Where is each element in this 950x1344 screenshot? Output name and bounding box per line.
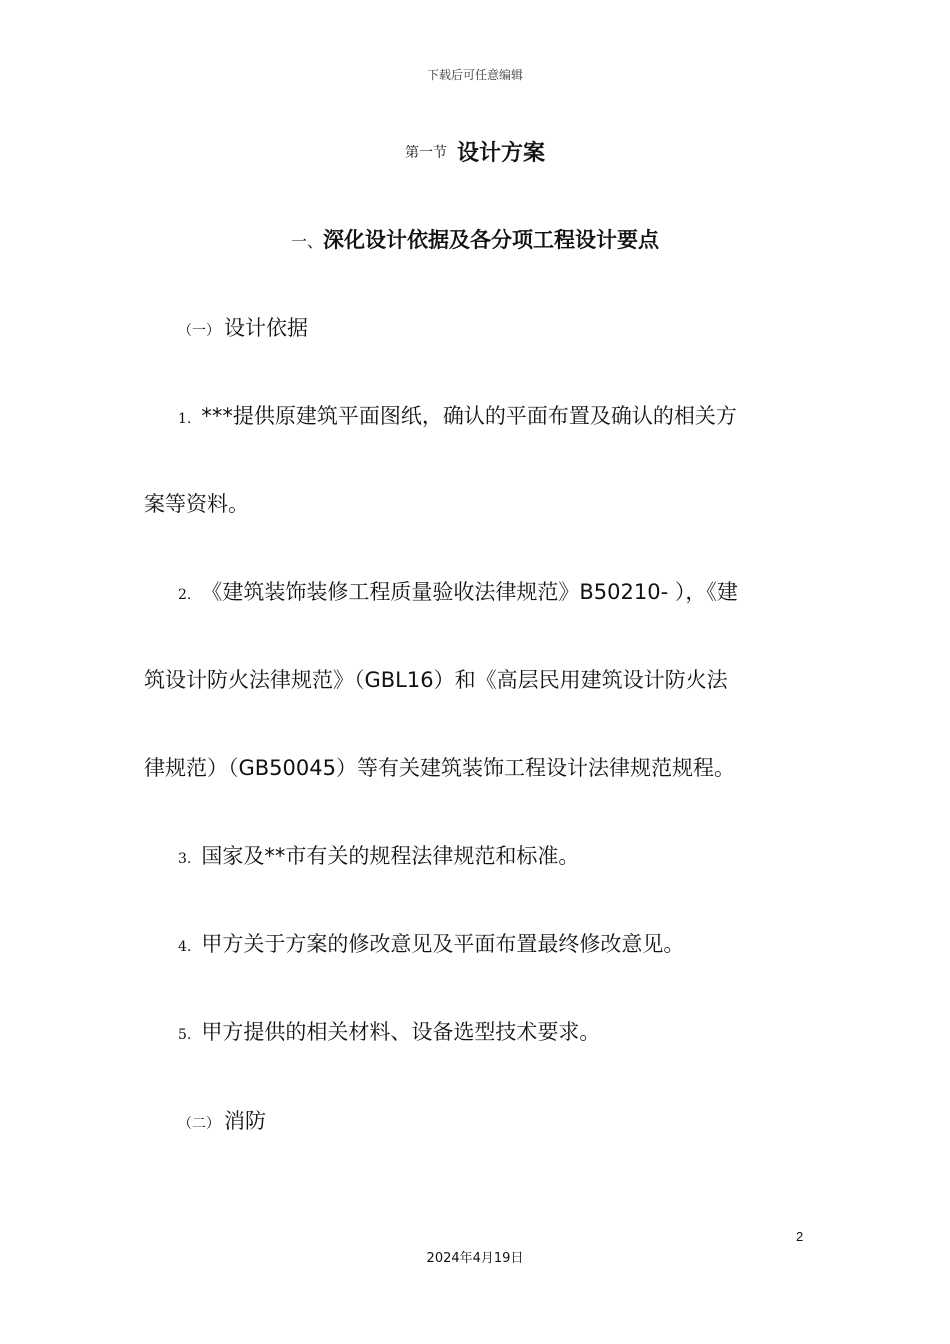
item-number: 3. [178, 851, 192, 867]
item-2-line-3: 律规范）（GB50045）等有关建筑装饰工程设计法律规范规程。 [144, 756, 735, 780]
subsection-number: （一） [178, 323, 220, 339]
subsection-heading-fire-protection [178, 1106, 808, 1139]
item-1-line-1 [178, 401, 808, 434]
chapter-title: 深化设计依据及各分项工程设计要点 [323, 228, 659, 252]
item-number: 4. [178, 939, 192, 955]
page-number: 2 [796, 1229, 804, 1244]
item-text: ***提供原建筑平面图纸，确认的平面布置及确认的相关方 [201, 404, 737, 428]
item-text: 甲方关于方案的修改意见及平面布置最终修改意见。 [201, 932, 685, 956]
item-5 [178, 1017, 808, 1050]
page-header: 下载后可任意编辑 [426, 68, 523, 82]
item-2-line-2: 筑设计防火法律规范》（GBL16）和《高层民用建筑设计防火法 [144, 668, 728, 692]
item-2-line-1 [178, 577, 808, 610]
page-footer-date: 2024年4月19日 [426, 1251, 524, 1266]
item-1-line-2: 案等资料。 [144, 492, 249, 516]
section-title [0, 136, 950, 167]
chapter-heading [0, 224, 950, 254]
item-text: 甲方提供的相关材料、设备选型技术要求。 [201, 1020, 601, 1044]
subsection-title: 设计依据 [224, 316, 308, 340]
section-number: 第一节 [404, 144, 447, 161]
item-4 [178, 929, 808, 962]
item-text: 《建筑装饰装修工程质量验收法律规范》B50210- ），《建 [201, 580, 738, 604]
subsection-number: （二） [178, 1116, 220, 1132]
chapter-number: 一、 [290, 232, 323, 251]
item-number: 5. [178, 1027, 192, 1043]
subsection-title: 消防 [224, 1109, 266, 1133]
item-number: 2. [178, 587, 192, 603]
item-number: 1. [178, 411, 192, 427]
item-3 [178, 841, 808, 874]
subsection-heading-design-basis [178, 313, 808, 346]
item-text: 国家及**市有关的规程法律规范和标准。 [201, 844, 580, 868]
section-name: 设计方案 [456, 141, 545, 166]
